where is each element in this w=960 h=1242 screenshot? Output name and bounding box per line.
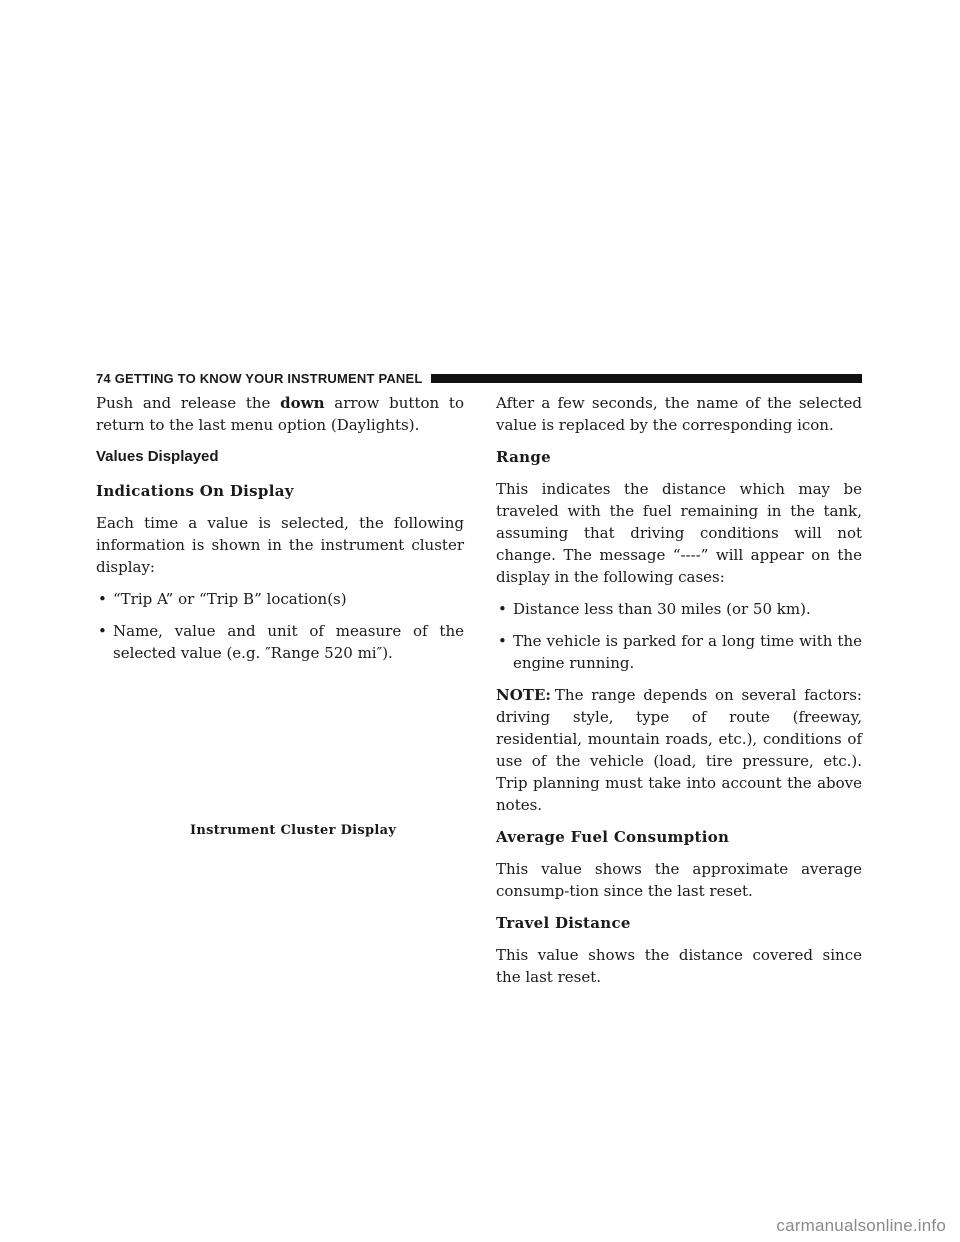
- left-column: [96, 392, 464, 674]
- subheading-average-fuel: Average Fuel Consumption: [496, 828, 730, 846]
- list-item-text: Distance less than 30 miles (or 50 km).: [513, 600, 811, 618]
- list-item: [96, 620, 464, 664]
- header-title: [96, 371, 423, 386]
- bullet-icon: •: [498, 632, 507, 650]
- list-item: [96, 588, 464, 610]
- range-list: [496, 598, 862, 674]
- travel-distance-paragraph: This value shows the distance covered since the last reset.: [496, 946, 862, 986]
- bullet-icon: •: [498, 600, 507, 618]
- average-fuel-paragraph: This value shows the approximate average consump-tion since the last reset.: [496, 860, 862, 900]
- note-paragraph: [496, 684, 862, 816]
- watermark: carmanualsonline.info: [776, 1216, 946, 1235]
- indications-list: [96, 588, 464, 664]
- right-column: [496, 392, 862, 998]
- list-item-text: The vehicle is parked for a long time with the engine running.: [513, 632, 862, 672]
- subheading-travel-distance: Travel Distance: [496, 914, 631, 932]
- bullet-icon: •: [98, 590, 107, 608]
- indications-paragraph: Each time a value is selected, the following information is shown in the instrument cluster display:: [96, 514, 464, 576]
- intro-post: arrow button to return to the last menu option (Daylights).: [96, 394, 464, 434]
- intro-right-paragraph: After a few seconds, the name of the selected value is replaced by the corresponding icon.: [496, 394, 862, 434]
- list-item: [496, 630, 862, 674]
- intro-bold: down: [280, 394, 325, 412]
- intro-pre: Push and release the: [96, 394, 281, 412]
- list-item: [496, 598, 862, 620]
- list-item-text: Name, value and unit of measure of the selected value (e.g. ″Range 520 mi″).: [113, 622, 464, 662]
- header-rule: [431, 374, 862, 383]
- list-item-text: “Trip A” or “Trip B” location(s): [113, 590, 347, 608]
- figure-caption: Instrument Cluster Display: [190, 823, 397, 838]
- intro-paragraph: [96, 392, 464, 436]
- note-text: The range depends on several factors: driving style, type of route (freeway, residential, mountain roads, etc.), conditions of use of the vehicle (load, tire pressure, etc.). Trip planning must take into account the above notes.: [496, 686, 862, 814]
- page-number: 74: [96, 370, 111, 386]
- subheading-indications: Indications On Display: [96, 482, 294, 500]
- page-header: [96, 368, 862, 388]
- note-label: NOTE:: [496, 686, 551, 704]
- bullet-icon: •: [98, 622, 107, 640]
- subheading-range: Range: [496, 448, 551, 466]
- header-title-text: GETTING TO KNOW YOUR INSTRUMENT PANEL: [114, 370, 423, 386]
- range-paragraph: This indicates the distance which may be traveled with the fuel remaining in the tank, assuming that driving conditions will not change. The message “----” will appear on the display in the following cases:: [496, 480, 862, 586]
- section-title: Values Displayed: [96, 448, 219, 465]
